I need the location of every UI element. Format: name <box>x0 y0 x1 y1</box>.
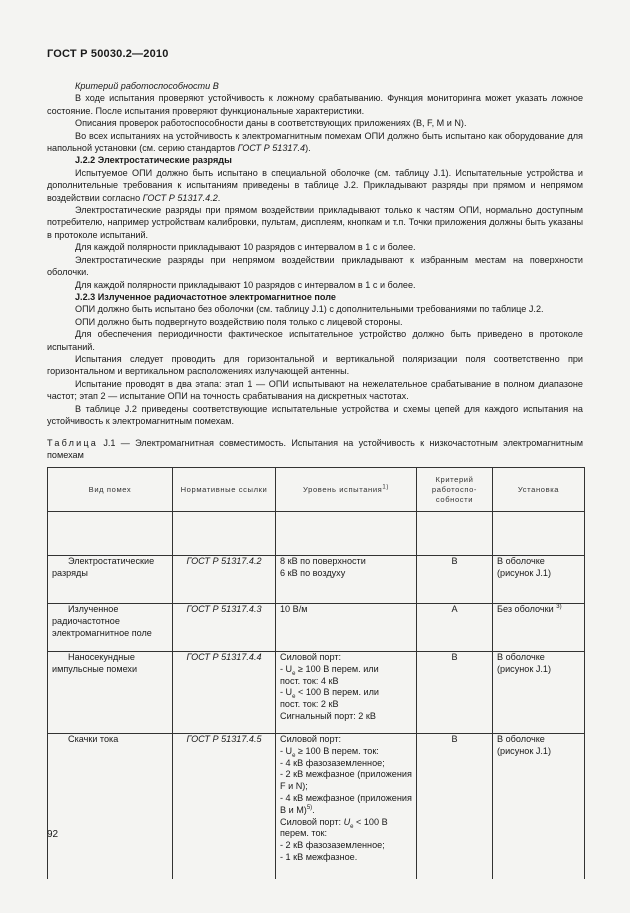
standard-ref: ГОСТ Р 51317.4 <box>237 143 306 154</box>
emc-table <box>47 467 585 879</box>
page-header: ГОСТ Р 50030.2—2010 <box>47 48 169 60</box>
paragraph: Испытание проводят в два этапа: этап 1 — ОПИ испытывают на нежелательное срабатывание в полном диапазоне частот; этап 2 — испытание ОПИ на точность срабатывания на дискретных частотах. <box>47 378 583 402</box>
section-heading: J.2.3 Излученное радиочастотное электромагнитное поле <box>75 291 336 302</box>
table-row <box>48 734 585 879</box>
cell-level: Силовой порт: - $U_e \ge 100$ В перем. ток: - 4 кВ фазозаземленное; - 2 кВ межфазное (приложения F и N); - 4 кВ межфазное (приложения В и М)$^{5)}$. Силовой порт: $U_e < 100$ В перем. ток: - 2 кВ фазозаземленное; - 1 кВ межфазное. <box>276 734 417 879</box>
cell-level: Силовой порт: - $U_e \ge 100$ В перем. или пост. ток: 4 кВ - $U_e < 100$ В перем. или пост. ток: 2 кВ Сигнальный порт: 2 кВ <box>276 652 417 734</box>
table-header-row <box>48 468 585 512</box>
paragraph: Электростатические разряды при прямом воздействии прикладывают только к частям ОПИ, нормально доступным потребителю, например устройствам калибровки, пультам, дисплеям, кнопкам и т.п. Точки приложения должны быть указаны в протоколе испытаний. <box>47 205 583 240</box>
paragraph: Для каждой полярности прикладывают 10 разрядов с интервалом в 1 с и более. <box>75 242 416 253</box>
table-caption: Таблица J.1 — Электромагнитная совместимость. Испытания на устойчивость к низкочастотным электромагнитным помехам <box>47 438 583 461</box>
cell-kind: Скачки тока <box>48 734 173 879</box>
table-row <box>48 652 585 734</box>
cell-criterion: В <box>417 652 493 734</box>
cell-criterion: В <box>417 556 493 604</box>
cell-installation: В оболочке (рисунок J.1) <box>493 556 585 604</box>
cell-criterion: А <box>417 604 493 652</box>
cell-level: 8 кВ по поверхности 6 кВ по воздуху <box>276 556 417 604</box>
col-header-norm: Нормативные ссылки <box>173 468 276 512</box>
table-row <box>48 604 585 652</box>
cell-installation: В оболочке (рисунок J.1) <box>493 734 585 879</box>
paragraph: ОПИ должно быть испытано без оболочки (см. таблицу J.1) с дополнительными требованиями по таблице J.2. <box>75 304 544 315</box>
cell-norm: ГОСТ Р 51317.4.5 <box>173 734 276 879</box>
page-number: 92 <box>47 829 59 840</box>
standard-ref: ГОСТ Р 51317.4.2 <box>142 192 218 203</box>
paragraph: Электростатические разряды при непрямом воздействии прикладывают к избранным местам на поверхности оболочки. <box>47 254 583 278</box>
cell-norm: ГОСТ Р 51317.4.3 <box>173 604 276 652</box>
cell-level: 10 В/м <box>276 604 417 652</box>
cell-kind: Электростатические разряды <box>48 556 173 604</box>
paragraph: В ходе испытания проверяют устойчивость к ложному срабатыванию. Функция мониторинга может указать ложное состояние. После испытания проверяют функциональные характеристики. <box>47 93 583 116</box>
paragraph: Испытуемое ОПИ должно быть испытано в специальной оболочке (см. таблицу J.1). Испытательные устройства и дополнительные требования к испытаниям приведены в таблице J.2. Прикладывают разряды при прямом и непрямом воздействии согласно ГОСТ Р 51317.4.2. <box>47 167 583 203</box>
col-header-level: Уровень испытания$^{1)}$ <box>276 468 417 512</box>
paragraph: ОПИ должно быть подвергнуто воздействию поля только с лицевой стороны. <box>75 316 403 327</box>
paragraph: Описания проверок работоспособности даны в соответствующих приложениях (В, F, М и N). <box>75 118 467 129</box>
cell-installation: Без оболочки $^{3)}$ <box>493 604 585 652</box>
col-header-kind: Вид помех <box>48 468 173 512</box>
table-row <box>48 556 585 604</box>
cell-norm: ГОСТ Р 51317.4.2 <box>173 556 276 604</box>
paragraph: Во всех испытаниях на устойчивость к электромагнитным помехам ОПИ должно быть испытано как оборудование для напольной установки (см. серию стандартов ГОСТ Р 51317.4). <box>47 130 583 154</box>
paragraph: Для обеспечения периодичности фактическое испытательное устройство должно быть приведено в протоколе испытаний. <box>47 329 583 352</box>
paragraph: Испытания следует проводить для горизонтальной и вертикальной поляризации поля соответственно при горизонтальном и вертикальном расположениях излучающей антенны. <box>47 353 583 377</box>
cell-installation: В оболочке (рисунок J.1) <box>493 652 585 734</box>
paragraph: Для каждой полярности прикладывают 10 разрядов с интервалом в 1 с и более. <box>75 279 416 290</box>
cell-kind: Наносекундные импульсные помехи <box>48 652 173 734</box>
paragraph: В таблице J.2 приведены соответствующие испытательные устройства и схемы цепей для каждого испытания на устойчивость к электромагнитным помехам. <box>47 403 583 426</box>
col-header-installation: Установка <box>493 468 585 512</box>
section-heading: J.2.2 Электростатические разряды <box>75 155 232 166</box>
body-text <box>47 80 583 427</box>
criterion-heading: Критерий работоспособности В <box>75 81 219 91</box>
cell-norm: ГОСТ Р 51317.4.4 <box>173 652 276 734</box>
col-header-criterion: Критерий работоспо-собности <box>417 468 493 512</box>
cell-kind: Излученное радиочастотное электромагнитное поле <box>48 604 173 652</box>
cell-criterion: В <box>417 734 493 879</box>
